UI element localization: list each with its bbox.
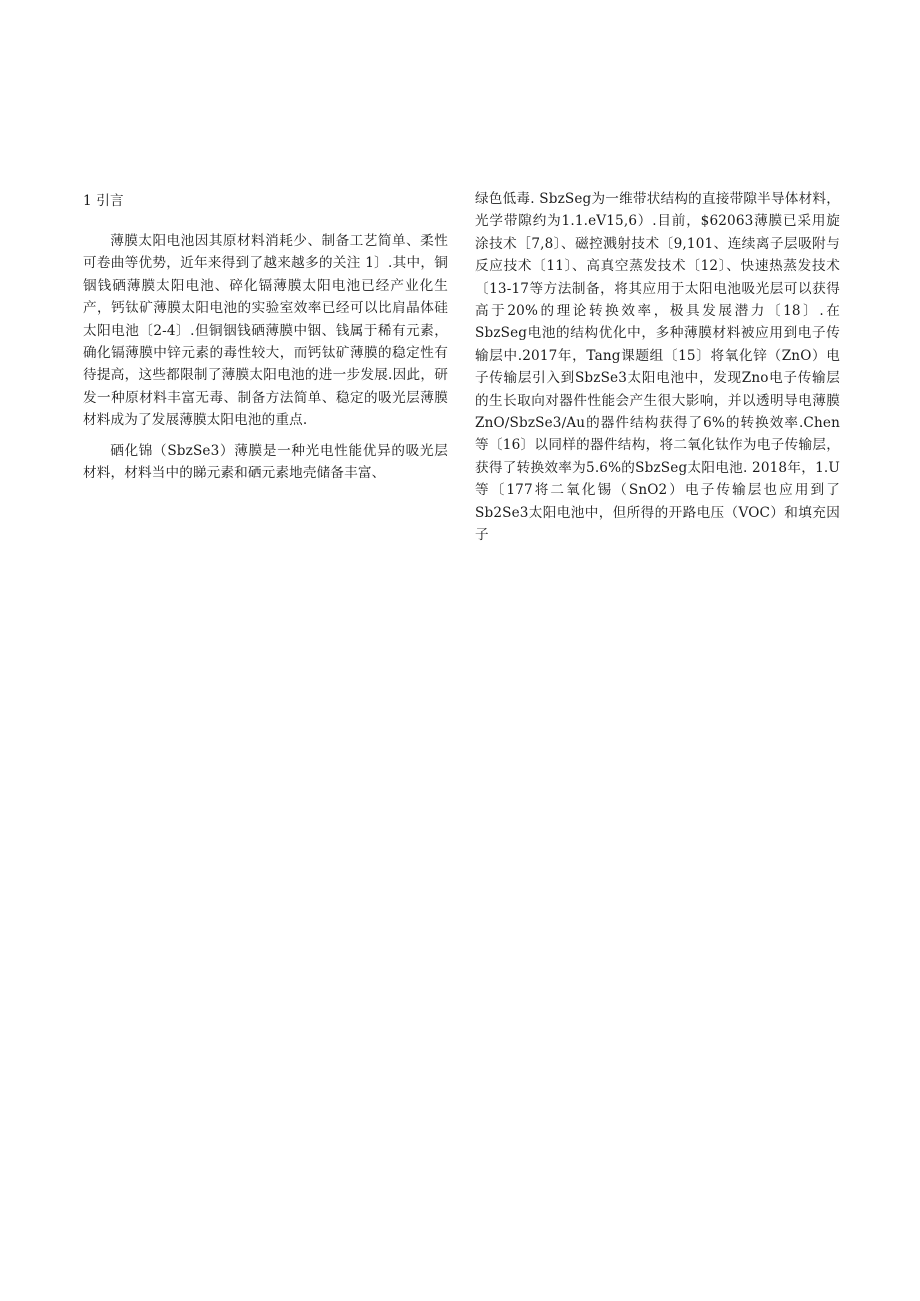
intro-paragraph-2: 硒化锦（SbzSe3）薄膜是一种光电性能优异的吸光层材料，材料当中的睇元素和硒元素地壳储备丰富、 (83, 442, 448, 482)
section-heading: 1 引言 (83, 193, 124, 209)
intro-paragraph-1: 薄膜太阳电池因其原材料消耗少、制备工艺简单、柔性可卷曲等优势，近年来得到了越来越多的关注 1〕.其中，铜铟钱硒薄膜太阳电池、碎化镉薄膜太阳电池已经产业化生产，钙钛矿薄膜太阳电池的实验室效率已经可以比肩晶体硅太阳电池〔2-4〕.但铜铟钱硒薄膜中铟、钱属于稀有元素，确化镉薄膜中锌元素的毒性较大，而钙钛矿薄膜的稳定性有待提高，这些都限制了薄膜太阳电池的进一步发展.因此，研发一种原材料丰富无毒、制备方法简单、稳定的吸光层薄膜材料成为了发展薄膜太阳电池的重点. (83, 233, 448, 429)
left-column (83, 190, 448, 492)
right-column (475, 188, 840, 547)
intro-paragraph-2-continued: 绿色低毒. SbzSeg为一维带状结构的直接带隙半导体材料，光学带隙约为1.1.eV15,6）.目前，$62063薄膜已采用旋涂技术［7,8〕、磁控溅射技术〔9,101、连续离子层吸附与反应技术〔11〕、高真空蒸发技术〔12〕、快速热蒸发技术〔13-17等方法制备，将其应用于太阳电池吸光层可以获得高于20%的理论转换效率，极具发展潜力〔18〕.在SbzSeg电池的结构优化中，多种薄膜材料被应用到电子传输层中.2017年，Tang课题组〔15〕将氧化锌（ZnO）电子传输层引入到SbzSe3太阳电池中，发现Zno电子传输层的生长取向对器件性能会产生很大影响，并以透明导电薄膜ZnO∕SbzSe3∕Au的器件结构获得了6%的转换效率.Chen等〔16〕以同样的器件结构，将二氧化钛作为电子传输层，获得了转换效率为5.6%的SbzSeg太阳电池. 2018年，1.U等〔177将二氧化锡（SnO2）电子传输层也应用到了Sb2Se3太阳电池中，但所得的开路电压（VOC）和填充因子 (475, 191, 840, 544)
